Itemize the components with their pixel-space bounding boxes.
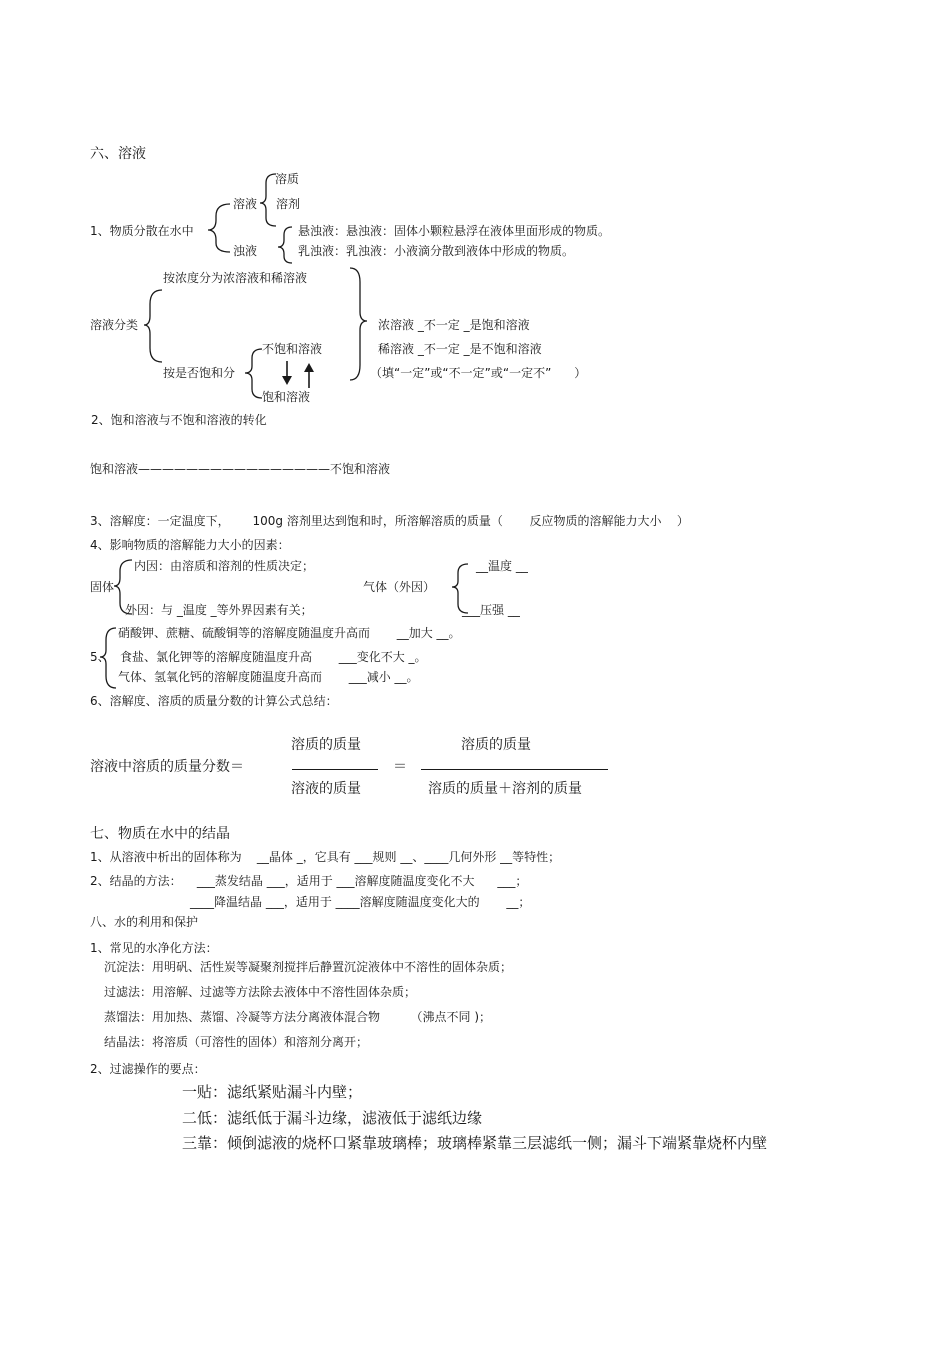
method-crystallization: 结晶法：将溶质（可溶性的固体）和溶剂分离开； — [104, 1035, 369, 1049]
equals-sign: ＝ — [393, 759, 407, 775]
brace-item-5 — [100, 628, 116, 688]
brace-turbid — [278, 227, 292, 263]
brace-statements — [350, 268, 367, 380]
item-2: 2、饱和溶液与不饱和溶液的转化 — [91, 413, 267, 427]
turbid-label: 浊液 — [233, 244, 258, 258]
solid-label: 固体 — [90, 580, 115, 594]
numerator-1: 溶质的质量 — [291, 737, 361, 753]
solvent-label: 溶剂 — [276, 197, 301, 211]
brace-dispersion — [208, 204, 230, 252]
brace-saturation — [245, 349, 262, 398]
numerator-2: 溶质的质量 — [461, 737, 531, 753]
internal-factor: 内因：由溶质和溶剂的性质决定； — [134, 559, 315, 573]
filtration-point-2: 二低：滤纸低于漏斗边缘，滤液低于滤纸边缘 — [182, 1109, 483, 1127]
conversion-line: 饱和溶液————————————————不饱和溶液 — [90, 462, 391, 476]
filtration-point-3: 三靠：倾倒滤液的烧杯口紧靠玻璃棒；玻璃棒紧靠三层滤纸一侧；漏斗下端紧靠烧杯内壁 — [182, 1134, 768, 1152]
brace-gas — [452, 564, 468, 613]
suspension-text: 悬浊液：悬浊液：固体小颗粒悬浮在液体里面形成的物质。 — [298, 224, 611, 238]
gas-temperature: __温度 __ — [476, 559, 528, 573]
saturated-label: 饱和溶液 — [262, 390, 311, 404]
external-factor: 外因：与 _温度 _等外界因素有关； — [125, 603, 313, 617]
fill-hint: （填“一定”或“不一定”或“一定不” ） — [370, 366, 587, 380]
gas-pressure: ___压强 __ — [462, 603, 520, 617]
brace-classify — [144, 290, 162, 362]
item-6: 6、溶解度、溶质的质量分数的计算公式总结： — [90, 694, 338, 708]
emulsion-text: 乳浊液：乳浊液：小液滴分散到液体中形成的物质。 — [298, 244, 575, 258]
section-6-title: 六、溶液 — [90, 146, 146, 162]
s8-item-2: 2、过滤操作的要点： — [90, 1062, 206, 1076]
denominator-2: 溶质的质量＋溶剂的质量 — [428, 781, 582, 797]
by-concentration: 按浓度分为浓溶液和稀溶液 — [163, 271, 308, 285]
s7-item-2-b: ____降温结晶 ___，适用于 ____溶解度随温度变化大的 __； — [190, 895, 531, 909]
method-distillation: 蒸馏法：用加热、蒸馏、冷凝等方法分离液体混合物 （沸点不同 )； — [104, 1010, 492, 1024]
item-5-b: 食盐、氯化钾等的溶解度随温度升高 ___变化不大 _。 — [120, 650, 427, 664]
section-8-title: 八、水的利用和保护 — [90, 915, 199, 929]
concentrated-statement: 浓溶液 _不一定 _是饱和溶液 — [378, 318, 530, 332]
brace-solid — [114, 560, 132, 614]
item-4: 4、影响物质的溶解能力大小的因素： — [90, 538, 290, 552]
item-5-number: 5、 — [90, 650, 110, 664]
filtration-point-1: 一贴：滤纸紧贴漏斗内壁； — [182, 1083, 363, 1101]
item-5-a: 硝酸钾、蔗糖、硫酸铜等的溶解度随温度升高而 __加大 __。 — [118, 626, 461, 640]
method-precipitation: 沉淀法：用明矾、活性炭等凝聚剂搅拌后静置沉淀液体中不溶性的固体杂质； — [104, 960, 513, 974]
classification-label: 溶液分类 — [90, 318, 139, 332]
item-5-c: 气体、氢氧化钙的溶解度随温度升高而 ___减小 __。 — [118, 670, 419, 684]
arrow-down-icon — [282, 361, 292, 385]
by-saturation: 按是否饱和分 — [163, 366, 236, 380]
formula-lhs: 溶液中溶质的质量分数＝ — [90, 759, 244, 775]
dilute-statement: 稀溶液 _不一定 _是不饱和溶液 — [378, 342, 542, 356]
section-7-title: 七、物质在水中的结晶 — [90, 826, 230, 842]
item-3: 3、溶解度：一定温度下， 100g 溶剂里达到饱和时，所溶解溶质的质量（ 反应物质的溶解能力大小 ） — [90, 514, 689, 528]
method-filtration: 过滤法：用溶解、过滤等方法除去液体中不溶性固体杂质； — [104, 985, 417, 999]
s7-item-1: 1、从溶液中析出的固体称为 __晶体 _，它具有 ___规则 __、____几何外形 __等特性； — [90, 850, 561, 864]
item-1-label: 1、物质分散在水中 — [90, 224, 194, 238]
solution-label: 溶液 — [233, 197, 258, 211]
unsaturated-label: 不饱和溶液 — [262, 342, 323, 356]
denominator-1: 溶液的质量 — [291, 781, 361, 797]
gas-label: 气体（外因） — [363, 580, 436, 594]
solute-label: 溶质 — [275, 172, 300, 186]
s8-item-1: 1、常见的水净化方法： — [90, 941, 218, 955]
brace-solution — [260, 174, 276, 226]
arrow-up-icon — [304, 363, 314, 388]
s7-item-2-a: 2、结晶的方法： ___蒸发结晶 ___，适用于 ___溶解度随温度变化不大 ___； — [90, 874, 528, 888]
